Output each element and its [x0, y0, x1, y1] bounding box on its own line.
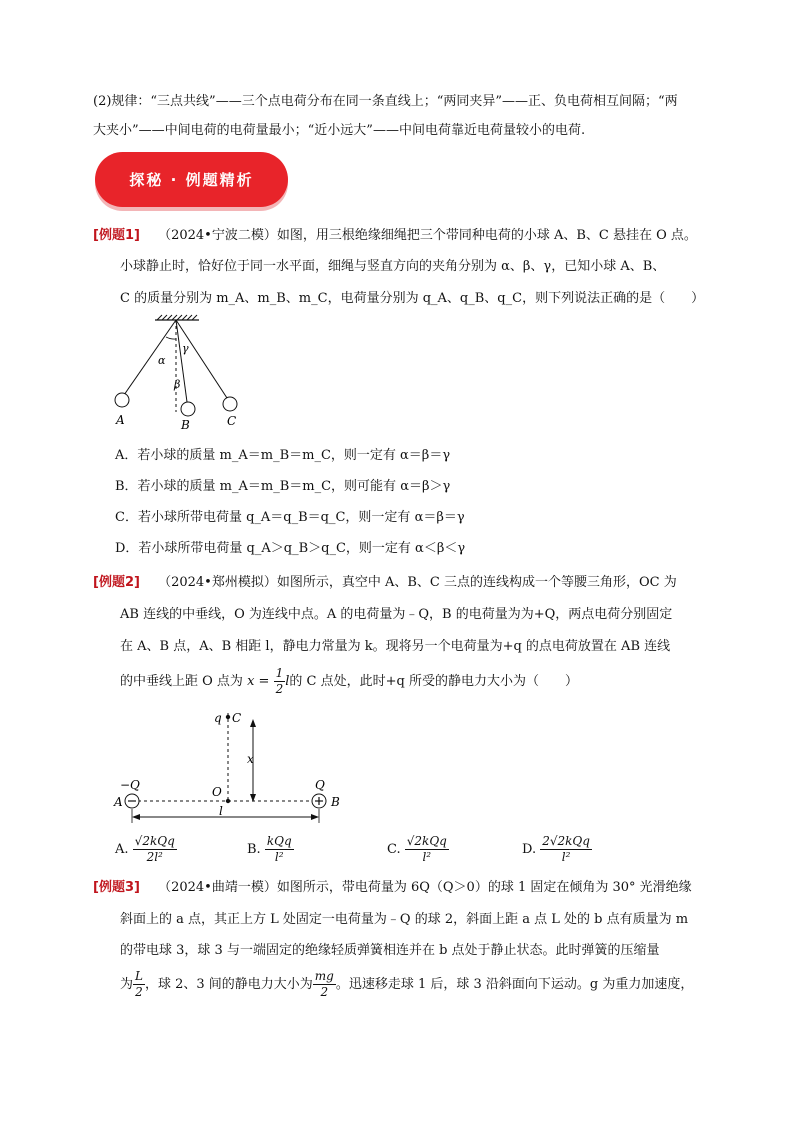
- option-c-den: l²: [422, 850, 432, 864]
- example-1-line-1: [93, 226, 697, 246]
- option-b-den: l²: [274, 850, 284, 864]
- intro-line-2: 大夹小”——中间电荷的电荷量最小；“近小远大”——中间电荷靠近电荷量较小的电荷.: [93, 123, 586, 138]
- ball-a: [115, 393, 129, 407]
- label-l: l: [219, 804, 223, 818]
- example-2-line-4: [120, 666, 578, 697]
- label-a: A: [116, 413, 125, 427]
- option-d-den: l²: [561, 850, 571, 864]
- option-a-num: √2kQq: [134, 834, 175, 848]
- example-2-line-1: [93, 573, 677, 593]
- example-2-option-b[interactable]: [247, 834, 294, 865]
- ball-b: [181, 402, 195, 416]
- fraction-num: 1: [275, 666, 284, 680]
- label-c: C: [232, 711, 242, 725]
- option-b-label: B.: [247, 842, 261, 857]
- fraction-mg-num: mg: [314, 969, 334, 983]
- fraction-mg-half: [313, 969, 336, 1000]
- example-3-line-4: [120, 968, 693, 1002]
- option-c-label: C.: [387, 842, 401, 857]
- fraction-half: [274, 666, 286, 697]
- option-b-fraction: [265, 834, 294, 865]
- example-1-option-c[interactable]: C．若小球所带电荷量 q_A＝q_B＝q_C，则一定有 α＝β＝γ: [115, 510, 465, 525]
- example-3-text-1: （2024•曲靖一模）如图所示，带电荷量为 6Q（Q＞0）的球 1 固定在倾角为 30° 光滑绝缘: [158, 880, 692, 895]
- example-2-text-1: （2024•郑州模拟）如图所示，真空中 A、B、C 三点的连线构成一个等腰三角形，OC 为: [158, 575, 677, 590]
- charges-figure: [108, 705, 358, 830]
- example-1-option-d[interactable]: D．若小球所带电荷量 q_A＞q_B＞q_C，则一定有 α＜β＜γ: [115, 541, 466, 556]
- example-1-option-a[interactable]: A．若小球的质量 m_A＝m_B＝m_C，则一定有 α＝β＝γ: [115, 448, 451, 463]
- example-3-tag: [例题3]: [93, 880, 140, 895]
- example-2-option-c[interactable]: [387, 834, 449, 865]
- option-c-num: √2kQq: [406, 834, 447, 848]
- example-3-text-4a: 为: [120, 977, 134, 992]
- label-b: B: [331, 795, 340, 809]
- symbol-l: l: [285, 674, 290, 689]
- option-b-num: kQq: [266, 834, 292, 848]
- label-a: A: [114, 795, 123, 809]
- option-d-fraction: [540, 834, 592, 865]
- label-x: x: [247, 752, 254, 766]
- example-1-option-b[interactable]: B．若小球的质量 m_A＝m_B＝m_C，则可能有 α＝β＞γ: [115, 479, 451, 494]
- example-3-text-4c: 。迅速移走球 1 后，球 3 沿斜面向下运动。g 为重力加速度，: [335, 977, 694, 992]
- equation-x: x =: [247, 674, 270, 689]
- fraction-l-num: L: [135, 969, 143, 983]
- label-plus-q: Q: [315, 778, 325, 792]
- option-a-label: A.: [115, 842, 129, 857]
- section-banner: 探秘 · 例题精析: [95, 152, 288, 207]
- option-d-label: D.: [522, 842, 537, 857]
- label-minus-q: −Q: [120, 778, 140, 792]
- example-1-line-3: C 的质量分别为 m_A、m_B、m_C，电荷量分别为 q_A、q_B、q_C，则下列说法正确的是（ ）: [120, 291, 705, 306]
- label-gamma: γ: [182, 342, 189, 355]
- example-2-text-4a: 的中垂线上距 O 点为: [120, 674, 243, 689]
- fraction-den: 2: [275, 682, 284, 696]
- example-3-line-3: 的带电球 3，球 3 与一端固定的绝缘轻质弹簧相连并在 b 点处于静止状态。此时弹簧的压缩量: [120, 943, 660, 958]
- example-2-line-2: AB 连线的中垂线，O 为连线中点。A 的电荷量为﹣Q，B 的电荷量为为+Q，两点电荷分别固定: [120, 607, 673, 622]
- intro-line-1: (2)规律：“三点共线”——三个点电荷分布在同一条直线上；“两同夹异”——正、负电荷相互间隔；“两: [93, 94, 678, 109]
- example-1-line-2: 小球静止时，恰好位于同一水平面，细绳与竖直方向的夹角分别为 α、β、γ，已知小球 A、B、: [120, 259, 666, 274]
- example-3-line-2: 斜面上的 a 点，其正上方 L 处固定一电荷量为﹣Q 的球 2，斜面上距 a 点 L 处的 b 点有质量为 m: [120, 912, 689, 927]
- ball-c: [223, 397, 237, 411]
- example-3-text-4b: ，球 2、3 间的静电力大小为: [144, 977, 313, 992]
- label-beta: β: [174, 378, 181, 391]
- option-a-den: 2l²: [146, 850, 163, 864]
- fraction-l-den: 2: [135, 985, 143, 999]
- example-2-option-a[interactable]: [115, 834, 177, 865]
- pendulum-figure: [108, 312, 258, 432]
- example-2-tag: [例题2]: [93, 575, 140, 590]
- label-alpha: α: [158, 354, 166, 367]
- point-c: [226, 715, 230, 719]
- label-q: q: [214, 711, 222, 725]
- example-2-text-4b: 的 C 点处，此时+q 所受的静电力大小为（ ）: [289, 674, 578, 689]
- option-d-num: 2√2kQq: [542, 834, 590, 848]
- example-3-line-1: [93, 878, 692, 898]
- fraction-l-half: [133, 969, 145, 1000]
- option-a-fraction: [133, 834, 177, 865]
- example-2-line-3: 在 A、B 点，A、B 相距 l，静电力常量为 k。现将另一个电荷量为+q 的点电荷放置在 AB 连线: [120, 639, 671, 654]
- example-1-text-1: （2024•宁波二模）如图，用三根绝缘细绳把三个带同种电荷的小球 A、B、C 悬挂在 O 点。: [158, 228, 697, 243]
- option-c-fraction: [405, 834, 449, 865]
- point-o: [226, 799, 230, 803]
- label-o: O: [212, 785, 222, 799]
- example-1-tag: [例题1]: [93, 228, 140, 243]
- example-2-option-d[interactable]: [522, 834, 592, 865]
- fraction-mg-den: 2: [320, 985, 329, 999]
- label-c: C: [227, 414, 237, 428]
- label-b: B: [181, 418, 190, 432]
